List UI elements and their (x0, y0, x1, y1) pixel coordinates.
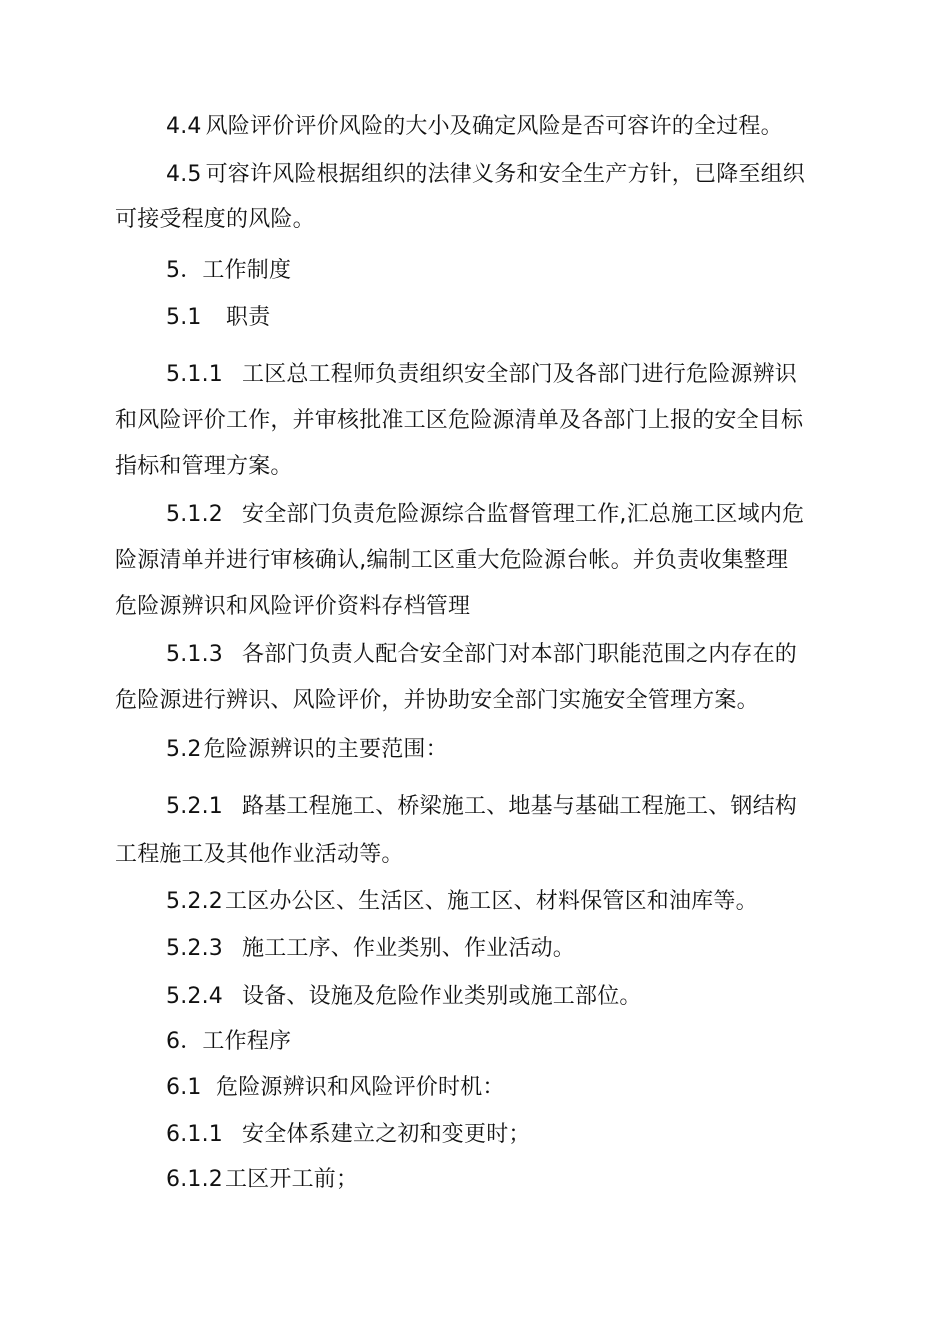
clause-number: 6.1.2 (166, 1167, 223, 1192)
clause-text: 各部门负责人配合安全部门对本部门职能范围之内存在的 (242, 642, 798, 667)
section-number: 6． (166, 1029, 203, 1054)
clause-text: 工程施工及其他作业活动等。 (115, 842, 404, 867)
clause-text: 指标和管理方案。 (115, 454, 293, 479)
clause-text: 工区办公区、生活区、施工区、材料保管区和油库等。 (224, 889, 758, 914)
clause-number: 5.1 (166, 305, 202, 330)
clause-text: 危险源进行辨识、风险评价，并协助安全部门实施安全管理方案。 (115, 688, 759, 713)
clause-number: 5.2.4 (166, 984, 223, 1009)
clause-5-1-2-cont-2 (115, 592, 845, 622)
clause-text: 工区开工前； (224, 1167, 359, 1192)
clause-text: 危险源辨识和风险评价资料存档管理 (115, 594, 471, 619)
clause-text: 和风险评价工作，并审核批准工区危险源清单及各部门上报的安全目标 (115, 408, 804, 433)
clause-text: 施工工序、作业类别、作业活动。 (242, 936, 576, 961)
clause-6-1-1 (166, 1120, 846, 1150)
section-5-heading (166, 256, 846, 286)
clause-5-1-1-cont-2 (115, 452, 845, 482)
clause-5-2-1 (166, 792, 846, 822)
clause-text: 可容许风险根据组织的法律义务和安全生产方针，已降至组织 (205, 162, 805, 187)
clause-number: 4.4 (166, 114, 202, 139)
clause-number: 6.1 (166, 1075, 202, 1100)
clause-text: 可接受程度的风险。 (115, 207, 315, 232)
clause-text: 安全体系建立之初和变更时； (242, 1122, 531, 1147)
clause-text: 设备、设施及危险作业类别或施工部位。 (242, 984, 642, 1009)
clause-5-2-3 (166, 934, 846, 964)
clause-4-5 (166, 160, 846, 190)
clause-5-1-2-cont-1 (115, 546, 845, 576)
clause-text: 危险源辨识和风险评价时机： (216, 1075, 505, 1100)
clause-number: 6.1.1 (166, 1122, 223, 1147)
clause-number: 5.1.1 (166, 362, 223, 387)
clause-text: 风险评价评价风险的大小及确定风险是否可容许的全过程。 (205, 114, 783, 139)
section-title: 工作程序 (202, 1029, 292, 1054)
clause-number: 5.2.3 (166, 936, 223, 961)
section-title: 工作制度 (202, 258, 292, 283)
clause-6-1 (166, 1073, 846, 1103)
clause-5-1-1-cont-1 (115, 406, 845, 436)
clause-5-1-3-cont (115, 686, 845, 716)
clause-4-4 (166, 112, 846, 142)
clause-4-5-cont (115, 205, 845, 235)
clause-text: 工区总工程师负责组织安全部门及各部门进行危险源辨识 (242, 362, 798, 387)
clause-number: 5.2.2 (166, 889, 223, 914)
clause-number: 5.2 (166, 737, 202, 762)
clause-text: 险源清单并进行审核确认,编制工区重大危险源台帐。并负责收集整理 (115, 548, 789, 573)
clause-5-1-1 (166, 360, 846, 390)
section-6-heading (166, 1027, 846, 1057)
clause-text: 安全部门负责危险源综合监督管理工作,汇总施工区域内危 (242, 502, 805, 527)
clause-5-2-4 (166, 982, 846, 1012)
clause-text: 路基工程施工、桥梁施工、地基与基础工程施工、钢结构 (242, 794, 798, 819)
clause-5-2-2 (166, 887, 846, 917)
section-number: 5． (166, 258, 203, 283)
clause-5-1 (166, 303, 846, 333)
clause-number: 4.5 (166, 162, 202, 187)
clause-number: 5.1.2 (166, 502, 223, 527)
clause-5-2-1-cont (115, 840, 845, 870)
clause-number: 5.1.3 (166, 642, 223, 667)
clause-5-2 (166, 735, 846, 765)
clause-text: 职责 (226, 305, 271, 330)
clause-number: 5.2.1 (166, 794, 223, 819)
clause-6-1-2 (166, 1165, 846, 1195)
clause-5-1-3 (166, 640, 846, 670)
clause-text: 危险源辨识的主要范围： (203, 737, 448, 762)
clause-5-1-2 (166, 500, 846, 530)
